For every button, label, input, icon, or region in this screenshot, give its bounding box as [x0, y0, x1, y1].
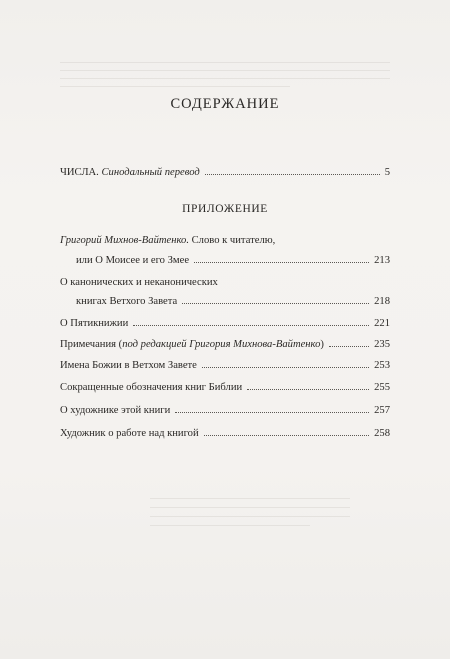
show-through-line — [150, 498, 350, 499]
toc-entry-label: Примечания (под редакцией Григория Михнова-Вайтенко) — [60, 339, 324, 350]
dot-leader — [205, 174, 380, 175]
toc-entry-line: О канонических и неканонических — [60, 277, 218, 288]
page-number: 235 — [374, 339, 390, 350]
toc-entry-about-artist[interactable] — [60, 404, 390, 417]
page-number: 5 — [384, 167, 390, 178]
toc-entry-label: Имена Божии в Ветхом Завете — [60, 360, 197, 371]
toc-entry-artist-on-work[interactable] — [60, 427, 390, 440]
show-through-line — [60, 70, 390, 71]
dot-leader — [247, 389, 369, 390]
toc-entry-label: О Пятикнижии — [60, 318, 129, 329]
appendix-title: ПРИЛОЖЕНИЕ — [182, 203, 268, 215]
show-through-line — [60, 62, 390, 63]
dot-leader — [182, 303, 369, 304]
toc-entry-label: ЧИСЛА. Синодальный перевод — [60, 167, 200, 178]
dot-leader — [329, 346, 369, 347]
toc-entry-canonical-books[interactable] — [60, 295, 390, 308]
page-number: 221 — [374, 318, 390, 329]
page-number: 255 — [374, 382, 390, 393]
page-number: 258 — [374, 428, 390, 439]
contents-title: СОДЕРЖАНИЕ — [170, 96, 280, 112]
show-through-line — [150, 516, 350, 517]
toc-entry-line: Григорий Михнов-Вайтенко. Слово к читателю, — [60, 235, 276, 246]
toc-entry-pentateuch[interactable] — [60, 317, 390, 330]
toc-entry-label: Сокращенные обозначения книг Библии — [60, 382, 243, 393]
toc-entry-label: Художник о работе над книгой — [60, 428, 199, 439]
dot-leader — [133, 325, 369, 326]
page-number: 253 — [374, 360, 390, 371]
page-number: 213 — [374, 255, 390, 266]
toc-entry-label: книгах Ветхого Завета — [76, 296, 178, 307]
show-through-line — [150, 525, 310, 526]
page-number: 218 — [374, 296, 390, 307]
toc-entry-abbreviations[interactable] — [60, 381, 390, 394]
dot-leader — [204, 435, 369, 436]
toc-entry-numbers[interactable] — [60, 166, 390, 179]
show-through-line — [150, 507, 350, 508]
toc-entry-label: или О Моисее и его Змее — [76, 255, 190, 266]
dot-leader — [194, 262, 369, 263]
show-through-line — [60, 86, 290, 87]
toc-entry-foreword[interactable] — [60, 254, 390, 267]
toc-entry-notes[interactable] — [60, 338, 390, 351]
show-through-line — [60, 78, 390, 79]
dot-leader — [175, 412, 369, 413]
dot-leader — [202, 367, 369, 368]
toc-entry-names-of-god[interactable] — [60, 359, 390, 372]
toc-entry-label: О художнике этой книги — [60, 405, 171, 416]
page-number: 257 — [374, 405, 390, 416]
